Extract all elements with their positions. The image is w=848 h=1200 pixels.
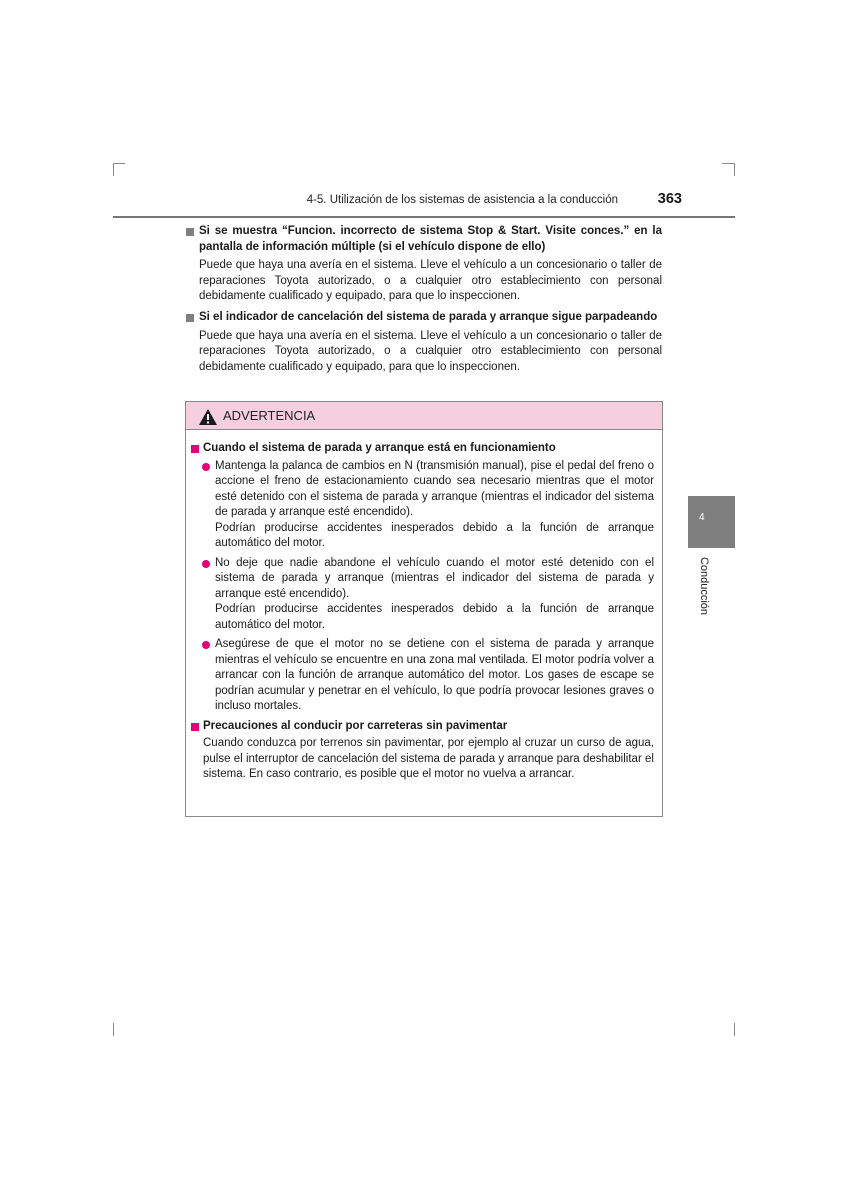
warning-box bbox=[185, 401, 663, 817]
section-header-title: 4-5. Utilización de los sistemas de asistencia a la conducción bbox=[306, 194, 618, 206]
chapter-tab bbox=[688, 496, 735, 548]
warning-body bbox=[186, 430, 662, 783]
warning-section bbox=[191, 719, 654, 783]
square-bullet-icon bbox=[186, 228, 194, 236]
warning-section-body: Cuando conduzca por terrenos sin pavimentar, por ejemplo al cruzar un curso de agua, pulse el interruptor de cancelación del sistema de parada y arranque para deshabilitar el sistema. En caso contrario, es posible que el motor no vuelva a arrancar. bbox=[203, 737, 654, 780]
warning-bullet: Mantenga la palanca de cambios en N (transmisión manual), pise el pedal del freno o accione el freno de estacionamiento cuando sea necesario mientras que el motor esté detenido con el sistema de parada y arranque (mientras el indicador del sistema de parada y arranque esté encendido). Podrían producirse accidentes inesperados debido a la función de arranque automático del motor. bbox=[191, 459, 654, 552]
chapter-number: 4 bbox=[699, 512, 705, 523]
pink-dot-bullet-icon bbox=[202, 560, 210, 568]
crop-mark bbox=[734, 163, 735, 176]
warning-section bbox=[191, 441, 654, 715]
square-bullet-icon bbox=[186, 314, 194, 322]
section-heading: Si el indicador de cancelación del sistema de parada y arranque sigue parpadeando bbox=[186, 310, 662, 326]
warning-section-heading: Precauciones al conducir por carreteras sin pavimentar bbox=[191, 719, 654, 735]
section-indicator-blinking bbox=[186, 310, 662, 375]
warning-bullet: Asegúrese de que el motor no se detiene con el sistema de parada y arranque mientras el vehículo se encuentre en una zona mal ventilada. El motor podría volver a arrancar con la función de arranque automático del motor. Los gases de escape se podrían acumular y penetrar en el vehículo, lo que podría provocar lesiones graves o incluso mortales. bbox=[191, 637, 654, 715]
warning-label: ADVERTENCIA bbox=[223, 408, 316, 423]
pink-square-bullet-icon bbox=[191, 445, 199, 453]
crop-mark bbox=[113, 163, 125, 164]
pink-dot-bullet-icon bbox=[202, 641, 210, 649]
header-rule bbox=[113, 216, 735, 218]
section-malfunction-message bbox=[186, 224, 662, 305]
crop-mark bbox=[734, 1023, 735, 1036]
crop-mark bbox=[113, 1023, 114, 1036]
section-body: Puede que haya una avería en el sistema. Lleve el vehículo a un concesionario o taller de reparaciones Toyota autorizado, o a cualquier otro establecimiento con personal debidamente cualificado y equipado, para que lo inspeccionen. bbox=[199, 329, 662, 373]
warning-triangle-icon bbox=[198, 408, 218, 426]
warning-section-heading: Cuando el sistema de parada y arranque está en funcionamiento bbox=[191, 441, 654, 457]
page-number: 363 bbox=[657, 191, 682, 207]
warning-bullet: No deje que nadie abandone el vehículo cuando el motor esté detenido con el sistema de parada y arranque (mientras el indicador del sistema de parada y arranque esté encendido). Podrían producirse accidentes inesperados debido a la función de arranque automático del motor. bbox=[191, 556, 654, 634]
chapter-label: Conducción bbox=[698, 556, 710, 616]
crop-mark bbox=[113, 163, 114, 176]
section-body: Puede que haya una avería en el sistema. Lleve el vehículo a un concesionario o taller de reparaciones Toyota autorizado, o a cualquier otro establecimiento con personal debidamente cualificado y equipado, para que lo inspeccionen. bbox=[199, 259, 662, 302]
section-heading: Si se muestra “Funcion. incorrecto de sistema Stop & Start. Visite conces.” en la pantalla de información múltiple (si el vehículo dispone de ello) bbox=[186, 224, 662, 255]
pink-square-bullet-icon bbox=[191, 723, 199, 731]
warning-header bbox=[186, 402, 662, 430]
crop-mark bbox=[722, 163, 734, 164]
pink-dot-bullet-icon bbox=[202, 463, 210, 471]
